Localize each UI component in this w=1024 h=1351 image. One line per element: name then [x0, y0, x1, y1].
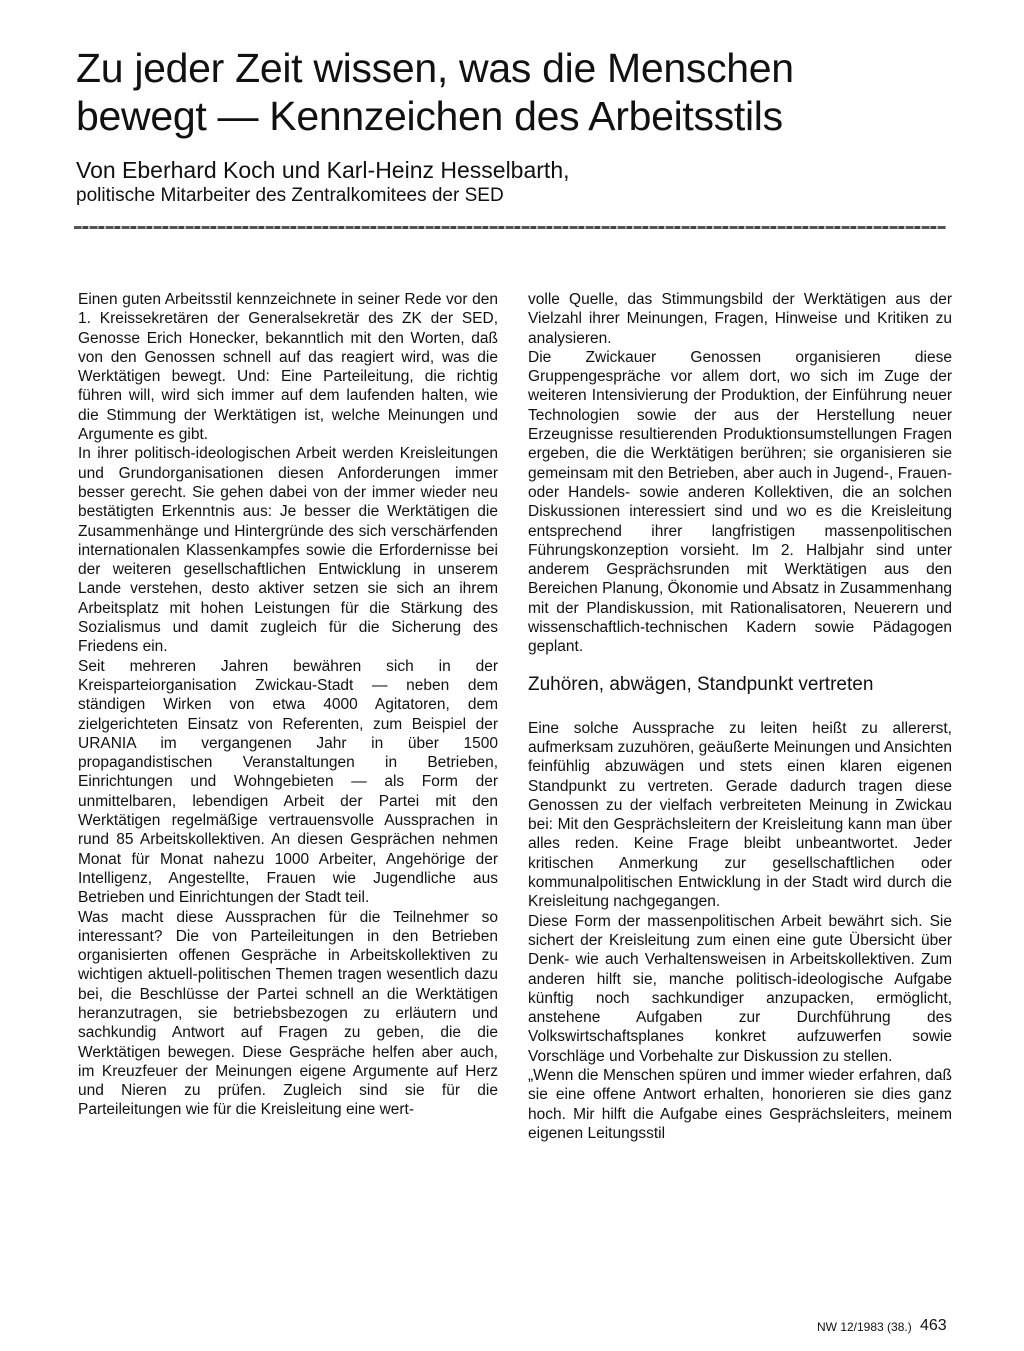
page-number: 463 — [920, 1317, 947, 1334]
left-paragraph: Was macht diese Aussprachen für die Teilnehmer so interessant? Die von Parteileitungen in den Betrieben organisierten offenen Gespräche in Arbeitskollektiven zu wichtigen aktuell-politischen Themen tragen wesentlich dazu bei, die Beschlüsse der Partei schnell an die Werktätigen heranzutragen, sie betriebsbezogen zu erläutern und sachkundig Antwort auf Fragen zu geben, die die Werktätigen bewegen. Diese Gespräche helfen aber auch, im Kreuzfeuer der Meinungen eigene Argumente auf Herz und Nieren zu prüfen. Zugleich sind sie für die Parteileitungen wie für die Kreisleitung eine wert- — [78, 908, 498, 1119]
byline — [76, 156, 956, 208]
right-paragraph: „Wenn die Menschen spüren und immer wieder erfahren, daß sie eine offene Antwort erhalten, honorieren sie dies ganz hoch. Mir hilft die Aufgabe eines Gesprächsleiters, meinem eigenen Leitungsstil — [528, 1066, 952, 1142]
right-paragraph: Diese Form der massenpolitischen Arbeit bewährt sich. Sie sichert der Kreisleitung zum einen eine gute Übersicht über Denk- wie auch Verhaltensweisen in Arbeitskollektiven. Zum anderen hilft sie, manche politisch-ideologische Aufgabe künftig noch sachkundiger anzupacken, ermöglicht, anstehene Aufgaben zur Durchführung des Volkswirtschaftsplanes konkret aufzuwerfen sowie Vorschläge und Vorbehalte zur Diskussion zu stellen. — [528, 912, 952, 1065]
article-title — [76, 44, 956, 140]
left-paragraph: In ihrer politisch-ideologischen Arbeit werden Kreisleitungen und Grundorganisationen diesen Anforderungen immer besser gerecht. Sie gehen dabei von der immer wieder neu bestätigten Erkenntnis aus: Je besser die Werktätigen die Zusammenhänge und Hintergründe des sich verschärfenden internationalen Klassenkampfes sowie die Erfordernisse bei der weiteren gesellschaftlichen Entwicklung in unserem Lande verstehen, desto aktiver setzen sie sich an ihrem Arbeitsplatz mit hohen Leistungen für die Stärkung des Sozialismus und damit zugleich für die Sicherung des Friedens ein. — [78, 445, 498, 656]
header-divider — [74, 226, 946, 229]
right-paragraph: Eine solche Aussprache zu leiten heißt zu allererst, aufmerksam zuzuhören, geäußerte Meinungen und Ansichten feinfühlig abzuwägen und stets einen klaren eigenen Standpunkt zu vertreten. Gerade dadurch tragen diese Genossen zu der vielfach verbreiteten Meinung in Zwickau bei: Mit den Gesprächsleitern der Kreisleitung kann man über alles reden. Keine Frage bleibt unbeantwortet. Jeder kritischen Anmerkung zur gesellschaftlichen oder kommunalpolitischen Entwicklung in der Stadt wird durch die Kreisleitung nachgegangen. — [528, 719, 952, 911]
right-paragraph: Die Zwickauer Genossen organisieren diese Gruppengespräche vor allem dort, wo sich im Zuge der weiteren Intensivierung der Produktion, der Einführung neuer Technologien sowie der aus der Herstellung neuer Erzeugnisse resultierenden Produktionsumstellungen Fragen ergeben, die die Werktätigen berühren; sie organisieren sie gemeinsam mit den Betrieben, aber auch in Jugend-, Frauen- oder Handels- sowie anderen Kollektiven, die an solchen Diskussionen interessiert sind und wo es die Kreisleitung entsprechend ihrer langfristigen massenpolitischen Führungskonzeption vorsieht. Im 2. Halbjahr sind unter anderem Gesprächsrunden mit Werktätigen aus den Bereichen Planung, Ökonomie und Absatz in Zusammenhang mit der Plandiskussion, mit Rationalisatoren, Neuerern und wissenschaftlich-technischen Kadern sowie Pädagogen geplant. — [528, 348, 952, 656]
left-column — [78, 290, 498, 1120]
byline-authors: Von Eberhard Koch und Karl-Heinz Hesselbarth, — [76, 157, 570, 183]
byline-role: politische Mitarbeiter des Zentralkomitees der SED — [76, 185, 504, 206]
section-subheading: Zuhören, abwägen, Standpunkt vertreten — [528, 673, 874, 695]
left-paragraph: Seit mehreren Jahren bewähren sich in der Kreisparteiorganisation Zwickau-Stadt — neben dem ständigen Wirken von etwa 4000 Agitatoren, dem zielgerichteten Einsatz von Referenten, zum Beispiel der URANIA im vergangenen Jahr in über 1500 propagandistischen Veranstaltungen in Betrieben, Einrichtungen und Wohngebieten — als Form der unmittelbaren, lebendigen Arbeit der Partei mit den Werktätigen regelmäßige vertrauensvolle Aussprachen in rund 85 Arbeitskollektiven. An diesen Gesprächen nehmen Monat für Monat nahezu 1000 Arbeiter, Angehörige der Intelligenz, Angestellte, Frauen wie Jugendliche aus Betrieben und Einrichtungen der Stadt teil. — [78, 657, 498, 907]
page-footer — [0, 1317, 1024, 1337]
article-title-line-2: bewegt — Kennzeichen des Arbeitsstils — [76, 93, 783, 139]
right-paragraph: volle Quelle, das Stimmungsbild der Werktätigen aus der Vielzahl ihrer Meinungen, Fragen, Hinweise und Kritiken zu analysieren. — [528, 291, 952, 347]
left-paragraph: Einen guten Arbeitsstil kennzeichnete in seiner Rede vor den 1. Kreissekretären der Generalsekretär des ZK der SED, Genosse Erich Honecker, bekanntlich mit den Worten, daß von den Genossen schnell auf das reagiert wird, was die Werktätigen bewegt. Und: Eine Parteileitung, die richtig führen will, wird sich immer auf dem laufenden halten, wie die Stimmung der Werktätigen ist, welche Meinungen und Argumente es gibt. — [78, 291, 498, 444]
article-title-line-1: Zu jeder Zeit wissen, was die Menschen — [76, 45, 794, 91]
right-column — [528, 290, 952, 1143]
issue-reference: NW 12/1983 (38.) — [817, 1320, 912, 1334]
